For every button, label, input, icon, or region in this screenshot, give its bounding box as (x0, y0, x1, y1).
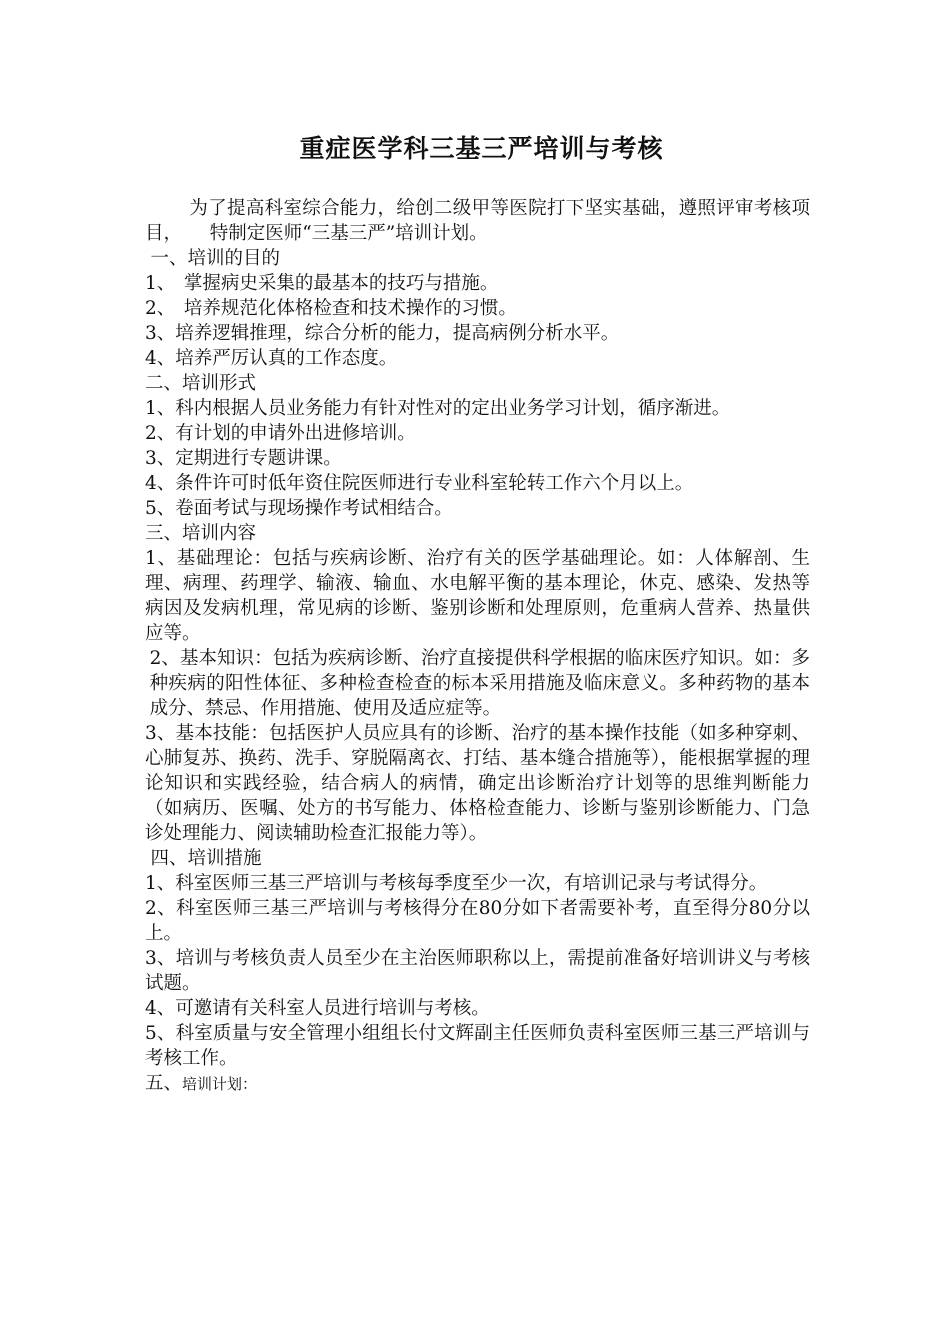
section-1-item-2 (145, 296, 810, 321)
section-4-heading: 四、培训措施 (150, 848, 262, 869)
intro-paragraph: 为了提高科室综合能力，给创二级甲等医院打下坚实基础，遵照评审考核项目， 特制定医师“三基三严”培训计划。 (145, 198, 810, 244)
item-text: 培养规范化体格检查和技术操作的习惯。 (183, 298, 517, 319)
section-5-heading (145, 1071, 810, 1097)
section-2-item-4: 4、条件许可时低年资住院医师进行专业科室轮转工作六个月以上。 (145, 473, 694, 494)
section-4-item-5: 5、科室质量与安全管理小组组长付文辉副主任医师负责科室医师三基三严培训与考核工作。 (145, 1023, 810, 1069)
section-2-item-2: 2、有计划的申请外出进修培训。 (145, 423, 416, 444)
section-1-item-4: 4、培养严厉认真的工作态度。 (145, 348, 398, 369)
section-2-item-1: 1、科内根据人员业务能力有针对性对的定出业务学习计划，循序渐进。 (145, 398, 731, 419)
section-4-item-1: 1、科室医师三基三严培训与考核每季度至少一次，有培训记录与考试得分。 (145, 873, 768, 894)
section-3-heading: 三、培训内容 (145, 523, 257, 544)
section-2-item-3: 3、定期进行专题讲课。 (145, 448, 342, 469)
section-1-item-3: 3、培养逻辑推理，综合分析的能力，提高病例分析水平。 (145, 323, 620, 344)
section-1-heading: 一、培训的目的 (150, 248, 281, 269)
section-4-item-4: 4、可邀请有关科室人员进行培训与考核。 (145, 998, 490, 1019)
section-5-title: 培训计划： (182, 1075, 258, 1093)
document-body (145, 196, 810, 1097)
section-4-item-2: 2、科室医师三基三严培训与考核得分在80分如下者需要补考，直至得分80分以上。 (145, 898, 810, 944)
section-2-heading: 二、培训形式 (145, 373, 257, 394)
section-3-item-3: 3、基本技能：包括医护人员应具有的诊断、治疗的基本操作技能（如多种穿刺、心肺复苏、换药、洗手、穿脱隔离衣、打结、基本缝合措施等），能根据掌握的理论知识和实践经验，结合病人的病情，确定出诊断治疗计划等的思维判断能力（如病历、医嘱、处方的书写能力、体格检查能力、诊断与鉴别诊断能力、门急诊处理能力、阅读辅助检查汇报能力等）。 (145, 723, 810, 844)
section-1-item-1 (145, 271, 810, 296)
item-text: 掌握病史采集的最基本的技巧与措施。 (183, 273, 499, 294)
section-3-item-2: 2、基本知识：包括为疾病诊断、治疗直接提供科学根据的临床医疗知识。如：多种疾病的阳性体征、多种检查检查的标本采用措施及临床意义。多种药物的基本成分、禁忌、作用措施、使用及适应症等。 (149, 648, 810, 719)
document-title: 重症医学科三基三严培训与考核 (299, 134, 664, 163)
item-number: 2、 (145, 298, 176, 319)
section-3-item-1: 1、基础理论：包括与疾病诊断、治疗有关的医学基础理论。如：人体解剖、生理、病理、药理学、输液、输血、水电解平衡的基本理论，休克、感染、发热等病因及发病机理，常见病的诊断、鉴别诊断和处理原则，危重病人营养、热量供应等。 (145, 548, 810, 644)
section-4-item-3: 3、培训与考核负责人员至少在主治医师职称以上，需提前准备好培训讲义与考核试题。 (145, 948, 810, 994)
section-5-prefix: 五、 (145, 1073, 183, 1094)
section-2-item-5: 5、卷面考试与现场操作考试相结合。 (145, 498, 453, 519)
item-number: 1、 (145, 273, 176, 294)
